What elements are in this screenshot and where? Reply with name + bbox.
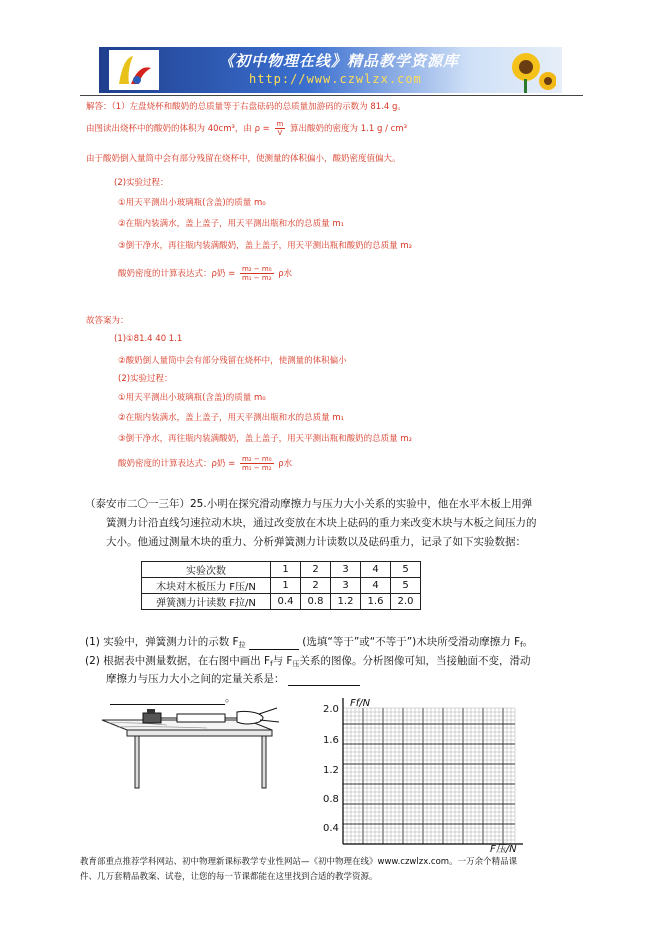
table-header-cell: 4 xyxy=(361,562,391,578)
answer-line xyxy=(118,265,292,282)
table-cell: 2 xyxy=(301,578,331,594)
table-cell: 3 xyxy=(331,578,361,594)
answer-line: (2)实验过程： xyxy=(118,374,173,384)
answer-line: ③倒干净水，再往瓶内装满酸奶，盖上盖子，用天平测出瓶和酸奶的总质量 m₂ xyxy=(118,434,413,444)
table-row-label: 弹簧测力计读数 F拉/N xyxy=(142,594,271,610)
banner-url: http://www.czwlzx.com xyxy=(249,72,422,86)
fraction-numerator: m₂ − m₀ xyxy=(241,265,272,273)
question-paragraph-line: 簧测力计沿直线匀速拉动木块，通过改变放在木块上砝码的重力来改变木块与木板之间压力的 xyxy=(106,517,537,529)
table-cell: 0.4 xyxy=(271,594,301,610)
data-table xyxy=(141,561,421,610)
fraction-numerator: m xyxy=(276,120,284,128)
answer-line: (2)实验过程： xyxy=(114,178,169,188)
answer-line: ①用天平测出小玻璃瓶(含盖)的质量 m₀ xyxy=(118,198,266,208)
answer-line: ③倒干净水，再往瓶内装满酸奶，盖上盖子，用天平测出瓶和酸奶的总质量 m₂ xyxy=(118,241,413,251)
answer-text: ρ水 xyxy=(278,269,293,279)
answer-line: 解答：（1）左盘烧杯和酸奶的总质量等于右盘砝码的总质量加游码的示数为 81.4 g。 xyxy=(86,102,406,112)
y-tick-label: 1.2 xyxy=(323,765,339,776)
question-paragraph-line: （泰安市二〇一三年）25.小明在探究滑动摩擦力与压力大小关系的实验中，他在水平木板上用弹 xyxy=(85,498,533,510)
table-row xyxy=(142,562,421,578)
y-tick-label: 0.8 xyxy=(323,794,339,805)
table-header-cell: 3 xyxy=(331,562,361,578)
question-text: 摩擦力与压力大小之间的定量关系是： xyxy=(106,673,285,685)
fraction-denominator: m₁ − m₂ xyxy=(241,274,272,282)
answer-blank[interactable] xyxy=(249,649,299,650)
sunflower-icon xyxy=(486,47,556,93)
subscript: f xyxy=(520,641,523,649)
question-text: 关系的图像。分析图像可知，当接触面不变，滑动 xyxy=(299,655,531,667)
page-footer xyxy=(80,855,620,885)
answer-line: 故答案为： xyxy=(86,316,129,326)
table-row xyxy=(142,594,421,610)
subquestion-1 xyxy=(85,634,533,650)
answer-line: ②酸奶倒人量筒中会有部分残留在烧杯中，使测量的体积偏小 xyxy=(118,356,347,366)
fraction-denominator: m₁ − m₂ xyxy=(241,464,272,472)
experiment-apparatus-figure xyxy=(97,700,287,790)
table-header-cell: 1 xyxy=(271,562,301,578)
answer-line: ②在瓶内装满水，盖上盖子，用天平测出瓶和水的总质量 m₁ xyxy=(118,219,345,229)
fraction-denominator: V xyxy=(277,129,283,137)
table-header-cell: 2 xyxy=(301,562,331,578)
question-text: (1) 实验中，弹簧测力计的示数 F xyxy=(85,636,239,648)
table-cell: 1 xyxy=(271,578,301,594)
subscript: 拉 xyxy=(238,641,246,649)
answer-text: ρ水 xyxy=(278,459,293,469)
table-cell: 5 xyxy=(391,578,421,594)
y-tick-label: 2.0 xyxy=(323,704,339,715)
x-axis-label: F压/N xyxy=(490,844,517,855)
table-header-cell: 实验次数 xyxy=(142,562,271,578)
question-text: 与 F xyxy=(272,655,293,667)
table-cell: 0.8 xyxy=(301,594,331,610)
table-header-cell: 5 xyxy=(391,562,421,578)
question-text: (选填“等于”或“不等于”)木块所受滑动摩擦力 F xyxy=(302,636,521,648)
answer-text: 酸奶密度的计算表达式：ρ奶 = xyxy=(118,269,236,279)
subscript: 压 xyxy=(292,660,300,668)
subquestion-2 xyxy=(85,653,530,669)
density-fraction xyxy=(240,265,274,282)
answer-blank[interactable] xyxy=(288,685,360,686)
answer-line xyxy=(86,120,407,137)
answer-line: (1)①81.4 40 1.1 xyxy=(114,334,183,344)
answer-line: ②在瓶内装满水，盖上盖子，用天平测出瓶和水的总质量 m₁ xyxy=(118,413,345,423)
answer-text: 算出酸奶的密度为 1.1 g / cm³ xyxy=(290,124,407,134)
answer-text: 酸奶密度的计算表达式：ρ奶 = xyxy=(118,459,236,469)
header-divider xyxy=(80,95,583,96)
question-text: 。 xyxy=(225,692,236,704)
subquestion-2-cont xyxy=(106,671,360,686)
y-tick-label: 0.4 xyxy=(323,823,339,834)
table-cell: 1.2 xyxy=(331,594,361,610)
blank-graph-grid[interactable] xyxy=(316,694,526,864)
table-row-label: 木块对木板压力 F压/N xyxy=(142,578,271,594)
answer-line: 由于酸奶倒入量筒中会有部分残留在烧杯中，使测量的体积偏小，酸奶密度值偏大。 xyxy=(86,154,401,164)
y-tick-label: 1.6 xyxy=(323,735,339,746)
density-fraction xyxy=(240,455,274,472)
site-logo-icon xyxy=(109,50,159,90)
question-text: (2) 根据表中测量数据，在右图中画出 F xyxy=(85,655,271,667)
answer-text: 由图读出烧杯中的酸奶的体积为 40cm³，由 ρ = xyxy=(86,124,270,134)
subscript: f xyxy=(270,660,273,668)
header-banner xyxy=(99,47,562,93)
answer-line: ①用天平测出小玻璃瓶(含盖)的质量 m₀ xyxy=(118,393,266,403)
answer-line xyxy=(118,455,292,472)
table-cell: 2.0 xyxy=(391,594,421,610)
question-text: 。 xyxy=(522,636,534,648)
density-fraction xyxy=(275,120,286,137)
table-cell: 1.6 xyxy=(361,594,391,610)
fraction-numerator: m₂ − m₀ xyxy=(241,455,272,463)
y-axis-label: Ff/N xyxy=(350,698,371,709)
footer-line: 教育部重点推荐学科网站、初中物理新课标教学专业性网站—《初中物理在线》www.czwlzx.com。一万余个精品课 xyxy=(80,857,518,867)
question-paragraph-line: 大小。他通过测量木块的重力、分析弹簧测力计读数以及砝码重力，记录了如下实验数据： xyxy=(106,536,526,548)
banner-title: 《初中物理在线》精品教学资源库 xyxy=(219,52,460,70)
footer-line: 件、几万套精品教案、试卷，让您的每一节课都能在这里找到合适的教学资源。 xyxy=(80,872,378,882)
table-row xyxy=(142,578,421,594)
table-cell: 4 xyxy=(361,578,391,594)
